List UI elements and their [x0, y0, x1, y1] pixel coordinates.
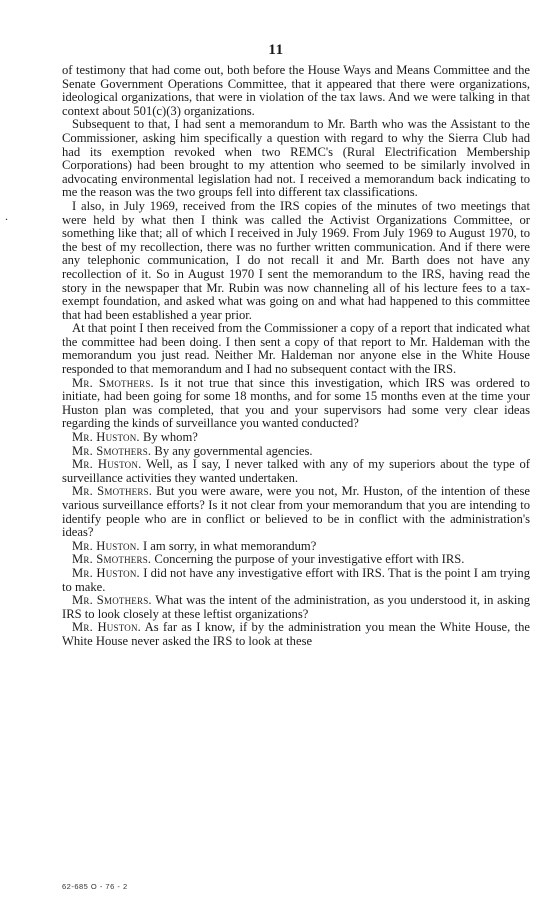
dialogue-paragraph: [62, 553, 530, 567]
dialogue-paragraph: [62, 621, 530, 648]
speaker-name: Mr. Huston.: [72, 620, 141, 635]
document-body: [62, 64, 530, 649]
speaker-name: Mr. Smothers.: [72, 593, 152, 608]
dialogue-paragraph: [62, 567, 530, 594]
dialogue-text: But you were aware, were you not, Mr. Huston, of the intention of these various surveillance efforts? Is it not clear from your memorandum that you are intending to identify people who are in conflict or believed to be in conflict with the administration's ideas?: [62, 484, 530, 540]
dialogue-text: As far as I know, if by the administration you mean the White House, the White House never asked the IRS to look at these: [62, 620, 530, 648]
paragraph-text: Subsequent to that, I had sent a memorandum to Mr. Barth who was the Assistant to the Commissioner, asking him specifically a question with regard to why the Sierra Club had had its exemption revoked when two REMC's (Rural Electrification Membership Corporations) had been brought to my attention who seemed to be similarly involved in advocating environmental legislation had not. I received a memorandum back indicating to me the reason was the two groups fell into different tax classifications.: [62, 117, 530, 200]
dialogue-text: Is it not true that since this investigation, which IRS was ordered to initiate, had been going for some 18 months, and for some 15 months even at the time your Huston plan was completed, that you and your supervisors had some very clear ideas regarding the kinds of surveillance you wanted conducted?: [62, 375, 530, 431]
speaker-name: Mr. Smothers.: [72, 375, 154, 390]
dialogue-paragraph: [62, 431, 530, 445]
dialogue-text: I am sorry, in what memorandum?: [142, 538, 317, 553]
paragraph: [62, 118, 530, 200]
speaker-name: Mr. Huston.: [72, 457, 142, 472]
dialogue-text: By whom?: [142, 430, 198, 445]
speaker-name: Mr. Smothers.: [72, 484, 153, 499]
paragraph-text: At that point I then received from the Commissioner a copy of a report that indicated what the committee had been doing. I then sent a copy of that report to Mr. Haldeman with the memorandum you just read. Neither Mr. Haldeman nor anyone else in the White House responded to that memorandum and I had no subsequent contact with the IRS.: [62, 321, 530, 377]
speaker-name: Mr. Smothers.: [72, 552, 152, 567]
dialogue-paragraph: [62, 594, 530, 621]
paragraph-text: of testimony that had come out, both before the House Ways and Means Committee and the Senate Government Operations Committee, that it appeared that there were organizations, ideological organizations, that were in violation of the tax laws. And we were talking in that context about 501(c)(3) organizations.: [62, 63, 530, 118]
paragraph-text: I also, in July 1969, received from the IRS copies of the minutes of two meetings that were held by what then I think was called the Activist Organizations Committee, or something like that; all of which I received in July 1969. From July 1969 to August 1970, to the best of my recollection, there was no further written communication. And if there were any telephonic communication, I do not recall it and Mr. Barth does not have any recollection of it. So in August 1970 I sent the memorandum to the IRS, having read the story in the newspaper that Mr. Rubin was now channeling all of his lecture fees to a tax-exempt foundation, and asked what was going on and what had happened to this committee that had been established a year prior.: [62, 198, 530, 322]
dialogue-text: What was the intent of the administration, as you understood it, in asking IRS to look closely at these leftist organizations?: [62, 593, 531, 621]
paragraph: [62, 200, 530, 322]
dialogue-paragraph: [62, 458, 530, 485]
print-job-code: 62-685 O - 76 - 2: [62, 882, 128, 891]
speaker-name: Mr. Huston.: [72, 565, 140, 580]
dialogue-text: I did not have any investigative effort with IRS. That is the point I am trying to make.: [62, 565, 530, 594]
speaker-name: Mr. Huston.: [72, 430, 140, 445]
paragraph: [62, 322, 530, 376]
dialogue-paragraph: [62, 445, 530, 459]
dialogue-text: Concerning the purpose of your investigative effort with IRS.: [154, 552, 465, 567]
dialogue-paragraph: [62, 377, 530, 431]
page-number: 11: [268, 42, 284, 58]
margin-mark: .: [5, 209, 8, 223]
dialogue-paragraph: [62, 485, 530, 539]
paragraph: [62, 64, 530, 118]
dialogue-paragraph: [62, 540, 530, 554]
dialogue-text: By any governmental agencies.: [154, 443, 313, 458]
speaker-name: Mr. Smothers.: [72, 443, 152, 458]
dialogue-text: Well, as I say, I never talked with any of my superiors about the type of surveillance activities they wanted undertaken.: [62, 457, 531, 485]
speaker-name: Mr. Huston.: [72, 538, 140, 553]
